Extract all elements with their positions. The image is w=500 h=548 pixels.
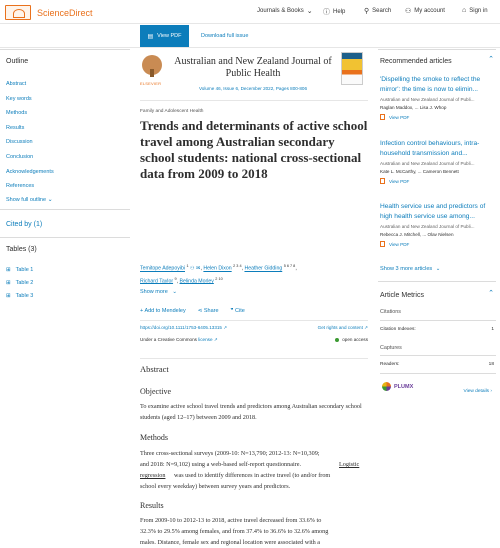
pdf-icon: ▤ [147, 33, 154, 40]
journals-books-menu[interactable] [257, 7, 316, 15]
article-title: Trends and determinants of active school travel among Australian secondary school students: national cross-sectional data from 2009 to 2018 [140, 118, 368, 181]
external-link-icon: ↗ [213, 337, 218, 342]
recommended-journal: Australian and New Zealand Journal of Publi... [380, 161, 475, 166]
author-affiliation: 2 10 [215, 276, 223, 281]
external-link-icon: ↗ [364, 325, 368, 330]
help-icon: ⓘ [323, 9, 330, 16]
table-label: Table 1 [15, 267, 34, 273]
view-details-link[interactable] [464, 389, 492, 394]
search-icon: ⚲ [364, 8, 370, 15]
author-link[interactable]: Belinda Morley [179, 278, 214, 285]
outline-item-acknowledgements[interactable]: Acknowledgements [6, 168, 54, 175]
collapse-chevron-icon[interactable]: ⌃ [488, 56, 494, 63]
author-list: Temitope Adepoyibi $^1$ ⚇ ✉, Helen Dixon $^{2 3 4}$, Heather Gidding $^{5 6 7 8}$, Richard Taylor $^9$, Belinda Morley $^{2 10}$ [140, 264, 297, 285]
person-icon: ⚇ [405, 8, 412, 15]
outline-item-discussion[interactable]: Discussion [6, 139, 33, 146]
methods-line-2: and 2018: N=9,102) using a web-based self-report questionnaire. [140, 461, 302, 468]
metrics-heading: Article Metrics [380, 292, 424, 299]
article-section: Family and Adolescent Health [140, 109, 204, 114]
show-full-outline-label: Show full outline [6, 197, 47, 203]
author-link[interactable]: Temitope Adepoyibi [140, 265, 185, 272]
citations-heading: Citations [380, 309, 401, 315]
journal-cover-image[interactable] [341, 52, 363, 85]
institution-icon: ⌂ [462, 7, 467, 14]
regression-link[interactable]: regression [140, 472, 166, 479]
outline-item-methods[interactable]: Methods [6, 110, 28, 117]
results-line-2: 32.3% to 29.5% among females, and from 37.4% to 36.6% to 32.6% among [140, 528, 329, 535]
recommended-title-line: high health service use among... [380, 213, 475, 220]
results-heading: Results [140, 501, 164, 510]
person-icon: ⚇ [190, 265, 195, 272]
cited-by-link[interactable]: Cited by (1) [6, 221, 43, 228]
show-more-articles-button[interactable] [380, 266, 440, 272]
tables-heading: Tables (3) [6, 246, 37, 253]
table-link-1[interactable] [6, 264, 33, 277]
recommended-view-pdf[interactable] [380, 178, 496, 184]
plumx-logo[interactable] [382, 382, 413, 391]
readers-label: Readers: [380, 362, 400, 367]
pdf-icon [380, 178, 385, 184]
top-bar [0, 0, 500, 24]
author-affiliation: 1 [186, 264, 189, 268]
tables-list [6, 264, 33, 303]
methods-line-3: was used to identify differences in active travel (to and/or from [174, 472, 331, 479]
recommended-authors: Rebecca J. Mitchell, ... Olav Nielsen [380, 232, 454, 237]
journal-header [140, 49, 368, 101]
help-label: Help [333, 9, 346, 15]
table-label: Table 3 [15, 293, 34, 299]
readers-row [380, 362, 494, 367]
sidebar-divider [378, 49, 496, 50]
outline-item-references[interactable]: References [6, 183, 35, 190]
plumx-flower-icon [382, 382, 391, 391]
sciencedirect-logo[interactable] [5, 5, 93, 20]
sidebar-divider [378, 281, 496, 282]
author-affiliation: 9 [174, 276, 177, 281]
abstract-heading: Abstract [140, 364, 169, 374]
outline-heading: Outline [6, 58, 29, 65]
doi-row [140, 320, 368, 331]
recommended-title[interactable] [380, 202, 496, 222]
table-label: Table 2 [15, 280, 34, 286]
recommended-item [380, 202, 496, 247]
table-icon: ⊞ [6, 280, 11, 286]
view-pdf-label: View PDF [389, 114, 410, 120]
open-access-badge [335, 337, 368, 342]
chevron-down-icon: ⌄ [172, 289, 177, 295]
search-link[interactable] [364, 7, 391, 15]
sidebar-divider [0, 209, 130, 210]
sidebar-divider [0, 49, 130, 50]
outline-item-conclusion[interactable]: Conclusion [6, 153, 34, 160]
metrics-divider [380, 355, 496, 356]
view-pdf-label: View PDF [389, 241, 410, 247]
doi-link[interactable]: https://doi.org/10.1111/1753-6405.13315 [140, 325, 222, 330]
recommended-title-line: household transmission and... [380, 150, 468, 157]
citation-indexes-row [380, 327, 494, 332]
view-pdf-label: View PDF [157, 33, 182, 39]
recommended-journal: Australian and New Zealand Journal of Publi... [380, 224, 475, 229]
author-affiliation: 2 3 4 [233, 264, 242, 268]
chevron-right-icon: › [490, 389, 492, 394]
recommended-item [380, 139, 496, 184]
pdf-icon [380, 114, 385, 120]
share-icon: ⋖ [197, 308, 204, 314]
recommended-title-line: Health service use and predictors of [380, 203, 486, 210]
outline-item-keywords[interactable]: Key words [6, 95, 32, 102]
recommended-title-line: Infection control behaviours, intra- [380, 140, 480, 147]
citation-indexes-label: Citation Indexes: [380, 327, 416, 332]
chevron-down-icon: ⌄ [47, 197, 53, 203]
sidebar-divider [0, 237, 130, 238]
view-details-label: View details [463, 389, 490, 394]
license-row [140, 337, 368, 343]
sign-in-label: Sign in [469, 7, 488, 14]
show-full-outline-button[interactable] [6, 196, 53, 203]
results-line-1: From 2009-10 to 2012-13 to 2018, active travel decreased from 33.6% to [140, 517, 322, 524]
recommended-title-line: mirror': the time is now to elimin... [380, 86, 478, 93]
recommended-heading: Recommended articles [380, 58, 452, 65]
tree-trunk [150, 69, 154, 77]
author-affiliation: 5 6 7 8 [283, 264, 296, 268]
show-more-button[interactable] [140, 289, 177, 295]
recommended-view-pdf[interactable] [380, 241, 496, 247]
outline-item-abstract[interactable]: Abstract [6, 81, 27, 87]
sign-in-link[interactable] [462, 7, 488, 14]
collapse-chevron-icon[interactable]: ⌃ [488, 290, 494, 297]
plus-icon: + [140, 308, 145, 314]
brand-name: ScienceDirect [37, 7, 93, 18]
search-label: Search [372, 8, 392, 14]
objective-text: To examine active school travel trends and predictors among Australian secondary school students (aged 12–17) between 2009 and 2018. [140, 403, 362, 421]
share-label: Share [203, 308, 219, 314]
results-line-3: males. Distance, female sex and regional location were associated with a [140, 539, 321, 546]
author-link[interactable]: Helen Dixon [203, 265, 232, 272]
captures-heading: Captures [380, 345, 402, 351]
show-more-articles-label: Show 3 more articles [380, 266, 433, 272]
share-button[interactable] [198, 308, 219, 314]
publisher-name: ELSEVIER [140, 81, 162, 86]
author-link[interactable]: Richard Taylor [140, 278, 174, 285]
logistic-link[interactable]: Logistic [339, 461, 360, 468]
quote-icon: ❞ [230, 308, 236, 314]
download-full-issue-link[interactable]: Download full issue [201, 33, 249, 39]
cite-button[interactable] [231, 308, 245, 314]
recommended-authors: Raglan Maddox, ... Lisa J. Whop [380, 105, 447, 110]
outline-item-results[interactable]: Results [6, 124, 25, 131]
article-actions [140, 308, 245, 314]
elsevier-tree-icon [5, 5, 31, 20]
help-link[interactable] [323, 7, 345, 17]
chevron-down-icon: ⌄ [435, 266, 441, 272]
view-pdf-label: View PDF [389, 178, 410, 184]
readers-value: 18 [488, 362, 494, 367]
license-link[interactable]: license [198, 337, 213, 342]
mendeley-label: Add to Mendeley [144, 308, 186, 314]
outline-list [6, 77, 54, 194]
journal-volume[interactable]: Volume 46, Issue 6, December 2022, Pages 800-806 [198, 86, 308, 91]
pdf-icon [380, 241, 385, 247]
recommended-title[interactable] [380, 139, 496, 159]
chevron-down-icon: ⌄ [306, 8, 313, 15]
journal-title[interactable]: Australian and New Zealand Journal of Public Health [174, 56, 332, 79]
journals-books-label: Journals & Books [257, 8, 304, 14]
recommended-journal: Australian and New Zealand Journal of Publi... [380, 97, 475, 102]
rights-label: Get rights and content [317, 325, 363, 330]
table-link-3[interactable] [6, 290, 33, 303]
recommended-title-line: 'Dispelling the smoke to reflect the [380, 76, 481, 83]
recommended-item [380, 75, 496, 120]
plumx-label: PLUMX [394, 383, 414, 390]
license-prefix: Under a Creative Commons [140, 337, 197, 342]
recommended-view-pdf[interactable] [380, 114, 496, 120]
citation-indexes-value: 1 [491, 327, 494, 332]
abstract-section [140, 358, 368, 546]
get-rights-link[interactable] [318, 325, 368, 331]
elsevier-logo[interactable] [140, 53, 164, 86]
my-account-link[interactable] [405, 7, 445, 15]
metrics-divider [380, 373, 496, 374]
metrics-divider [380, 320, 496, 321]
cite-label: Cite [235, 308, 245, 314]
table-icon: ⊞ [6, 293, 11, 299]
view-pdf-button[interactable] [140, 25, 189, 47]
methods-line-4: school every weekday) between survey years and predictors. [140, 483, 291, 490]
show-more-label: Show more [140, 289, 168, 295]
table-link-2[interactable] [6, 277, 33, 290]
add-to-mendeley-button[interactable] [140, 308, 186, 314]
table-icon: ⊞ [6, 267, 11, 273]
open-access-dot-icon [335, 338, 339, 342]
open-access-label: open access [342, 337, 368, 342]
article-toolbar [0, 24, 500, 48]
objective-heading: Objective [140, 387, 172, 396]
recommended-authors: Kate L. McCarthy, ... Cameron Bennett [380, 169, 459, 174]
email-icon: ✉ [196, 265, 201, 272]
my-account-label: My account [414, 8, 445, 14]
recommended-title[interactable] [380, 75, 496, 95]
methods-line-1: Three cross-sectional surveys (2009-10: N=13,790; 2012-13: N=10,309; [140, 450, 320, 457]
external-link-icon: ↗ [223, 325, 228, 330]
methods-heading: Methods [140, 433, 168, 442]
author-link[interactable]: Heather Gidding [244, 265, 283, 272]
